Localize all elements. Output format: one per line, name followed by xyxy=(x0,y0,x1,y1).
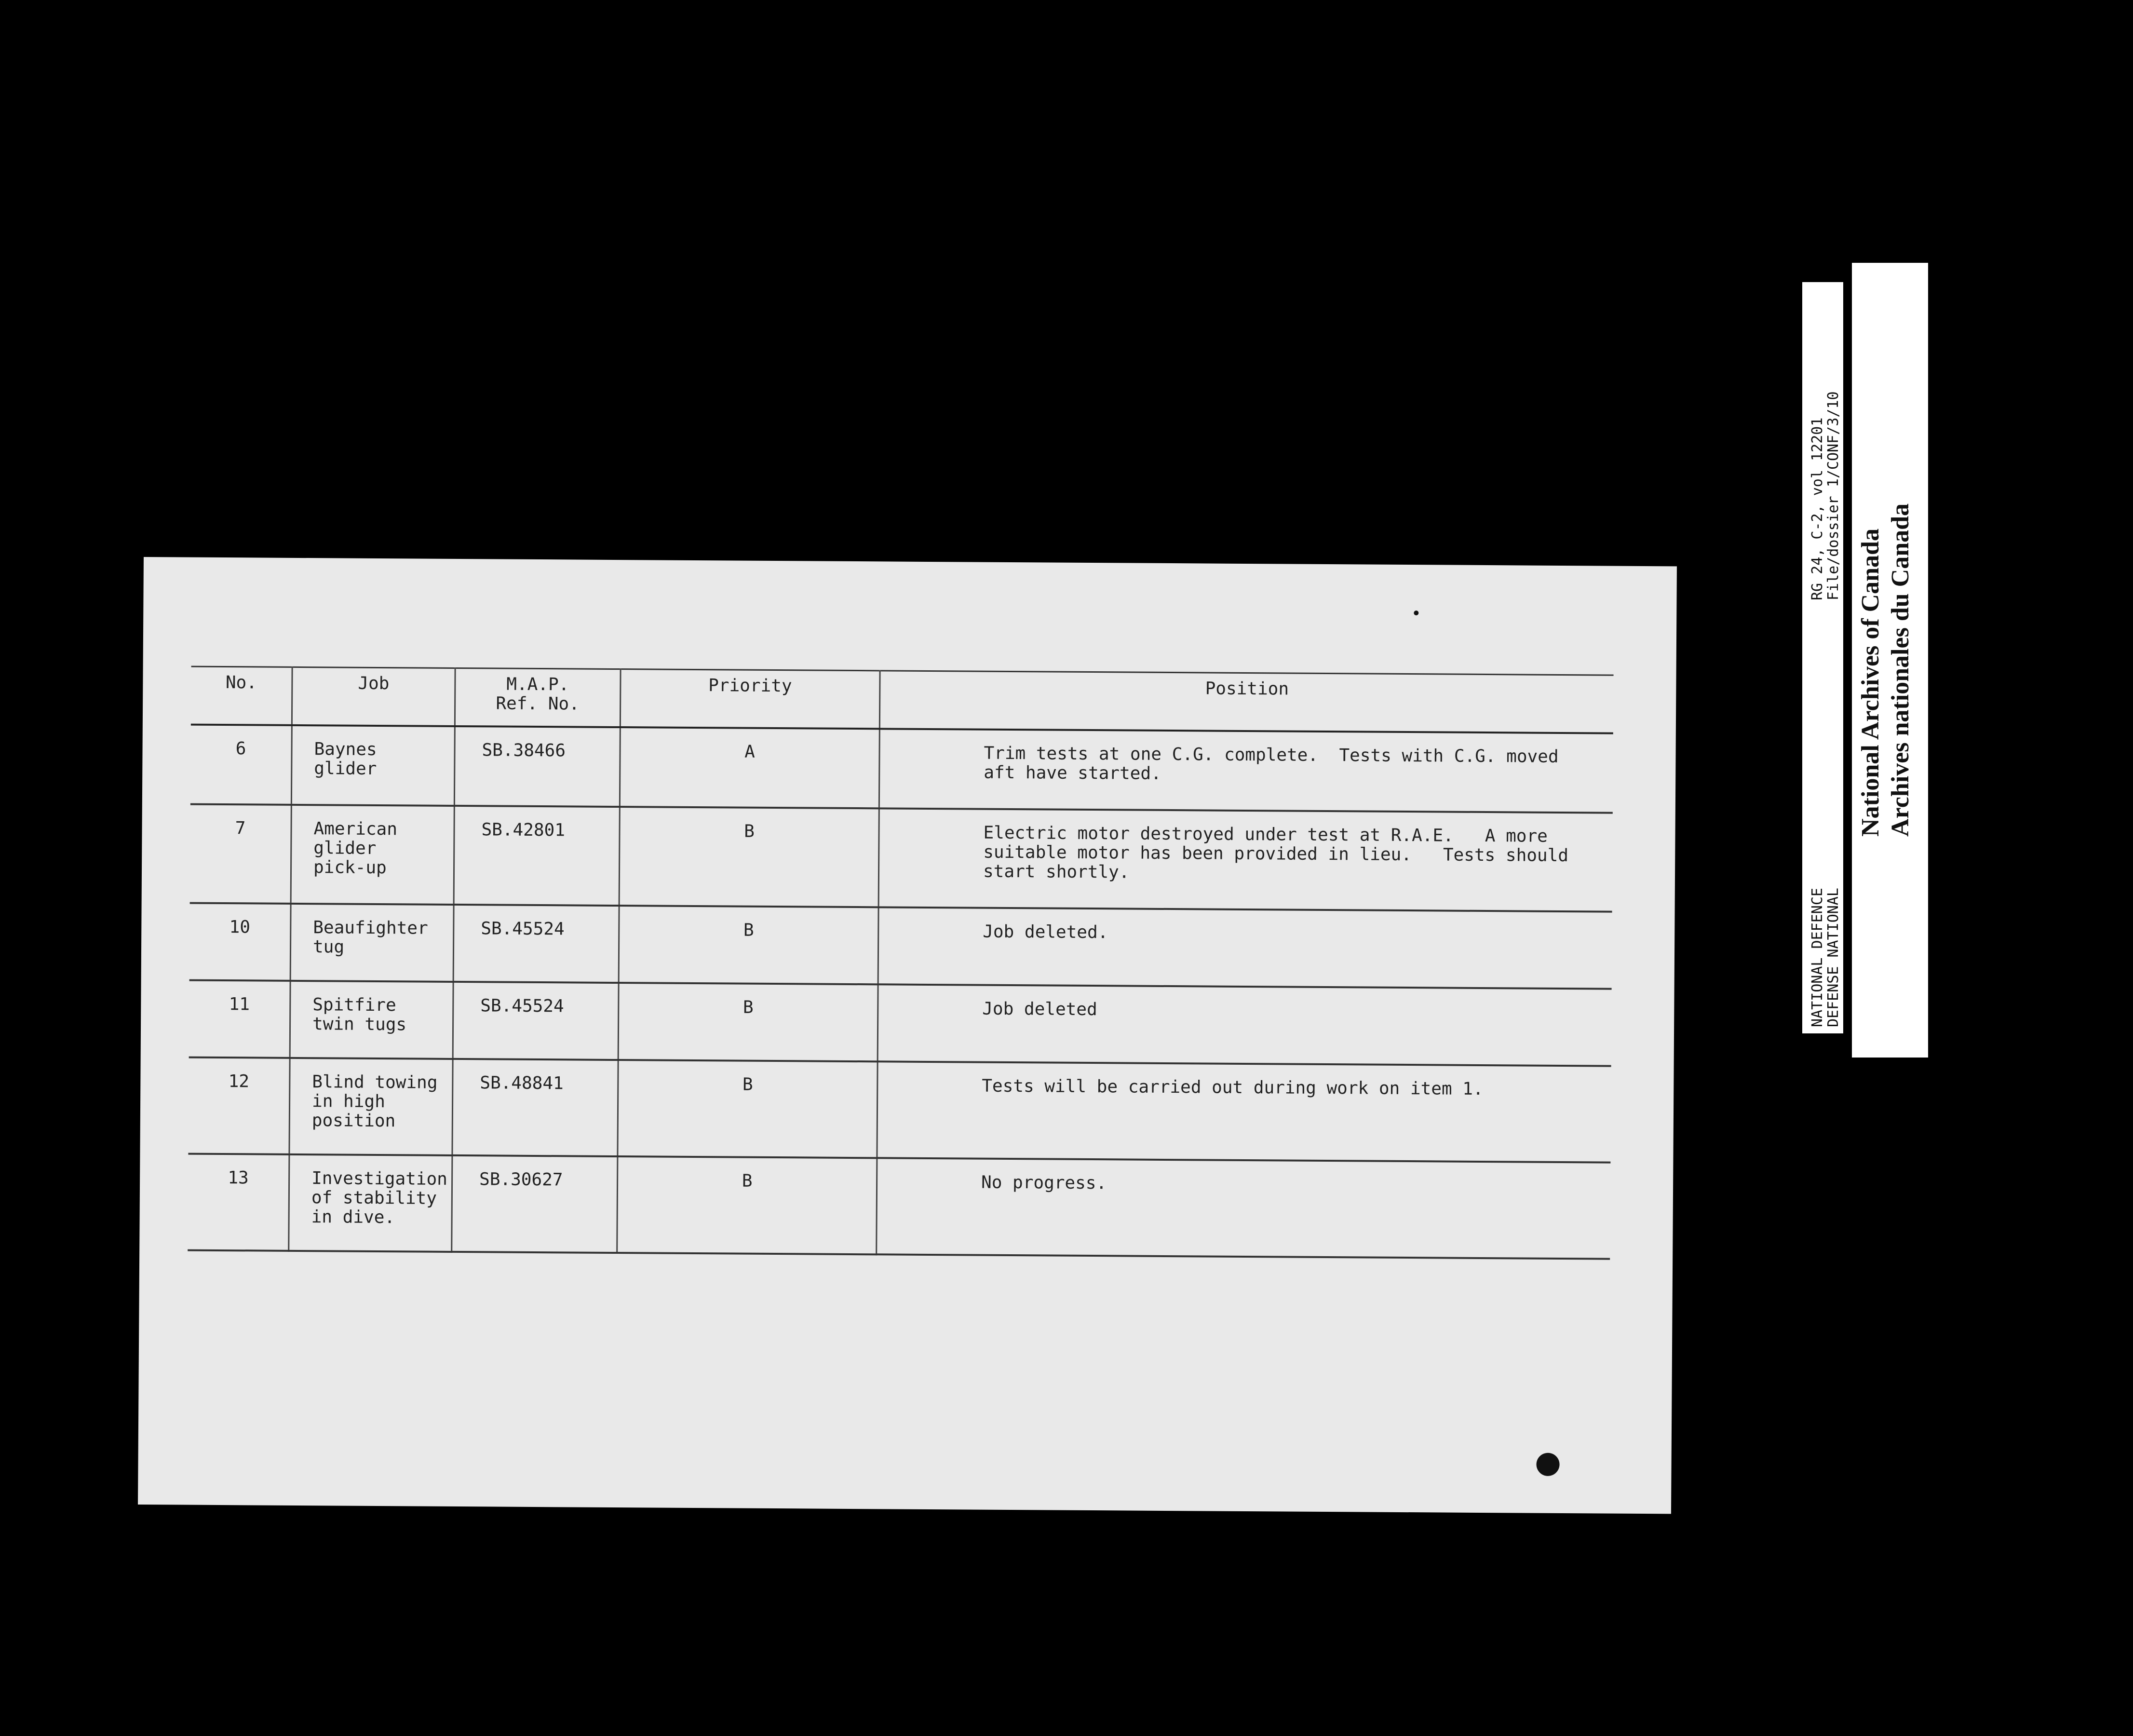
job-line: of stability xyxy=(311,1187,437,1208)
row-ref-no: SB.45524 xyxy=(453,981,619,1059)
row-ref-no: SB.38466 xyxy=(454,726,620,806)
table-header-row xyxy=(191,666,1614,733)
row-position xyxy=(878,984,1611,1066)
header-ref-line1: M.A.P. xyxy=(506,674,569,695)
table-row xyxy=(189,980,1612,1066)
job-line: twin tugs xyxy=(312,1014,407,1034)
position-line: start shortly. xyxy=(983,861,1130,882)
position-line: aft have started. xyxy=(984,762,1161,784)
row-no: 7 xyxy=(235,818,246,838)
position-line: suitable motor has been provided in lieu. Tests should xyxy=(983,842,1569,866)
position-line: Electric motor destroyed under test at R.A.E. A more xyxy=(983,823,1548,846)
header-no: No. xyxy=(225,673,257,693)
row-priority: B xyxy=(617,1156,877,1254)
row-no: 10 xyxy=(229,917,251,937)
archive-reference-line2: File/dossier 1/CONF/3/10 xyxy=(1825,391,1842,600)
row-position xyxy=(878,907,1612,989)
job-line: Baynes xyxy=(314,739,377,760)
row-priority: B xyxy=(618,1060,878,1158)
header-ref-line2: Ref. No. xyxy=(496,693,580,714)
job-line: Blind towing xyxy=(312,1071,438,1093)
row-priority: A xyxy=(620,727,879,808)
row-priority: B xyxy=(618,983,878,1061)
job-line: pick-up xyxy=(313,857,387,878)
job-line: glider xyxy=(313,838,377,858)
row-no: 12 xyxy=(228,1071,250,1091)
row-job xyxy=(291,804,454,904)
position-line: Tests will be carried out during work on item 1. xyxy=(982,1076,1484,1099)
table-row xyxy=(190,804,1613,911)
table-row xyxy=(190,724,1613,813)
header-position: Position xyxy=(879,671,1613,733)
row-priority: B xyxy=(619,906,878,984)
job-line: position xyxy=(311,1110,396,1131)
archive-reference-line1: RG 24, C-2, vol 12201 xyxy=(1809,417,1826,600)
department-line2: DEFENSE NATIONAL xyxy=(1825,888,1842,1027)
job-table xyxy=(188,666,1613,1260)
row-job xyxy=(290,903,454,981)
job-line: in high xyxy=(311,1091,385,1112)
job-line: Investigation xyxy=(311,1168,448,1189)
job-line: American xyxy=(313,818,398,839)
job-line: tug xyxy=(312,936,345,957)
table-row xyxy=(189,903,1612,989)
document-page xyxy=(138,557,1677,1514)
progress-table xyxy=(188,666,1613,1260)
department-line1: NATIONAL DEFENCE xyxy=(1809,888,1826,1027)
row-priority: B xyxy=(619,807,879,907)
header-priority: Priority xyxy=(620,669,880,729)
row-position xyxy=(879,729,1613,813)
row-ref-no: SB.48841 xyxy=(452,1058,618,1156)
archives-logo-strip xyxy=(1852,263,1928,1058)
position-line: Trim tests at one C.G. complete. Tests with C.G. moved xyxy=(984,743,1559,767)
row-job xyxy=(289,1154,452,1251)
position-line: Job deleted xyxy=(982,999,1097,1019)
row-no: 6 xyxy=(235,738,246,759)
row-job xyxy=(289,1058,453,1155)
position-line: Job deleted. xyxy=(983,922,1108,942)
ink-speck xyxy=(1414,610,1418,615)
table-row xyxy=(188,1057,1611,1162)
row-position xyxy=(878,808,1613,911)
table-row xyxy=(188,1153,1610,1259)
archives-name-fr: Archives nationales du Canada xyxy=(1887,503,1914,837)
ink-spot xyxy=(1536,1453,1559,1476)
archive-reference-strip xyxy=(1802,282,1843,1033)
row-ref-no: SB.45524 xyxy=(453,904,619,982)
header-ref xyxy=(455,668,621,727)
row-job xyxy=(290,980,453,1058)
header-job: Job xyxy=(292,667,455,726)
row-position xyxy=(877,1158,1611,1259)
job-line: in dive. xyxy=(311,1207,395,1227)
row-no: 13 xyxy=(228,1167,249,1188)
row-ref-no: SB.30627 xyxy=(452,1155,618,1252)
row-no: 11 xyxy=(229,994,250,1014)
row-ref-no: SB.42801 xyxy=(454,805,620,905)
job-line: Beaufighter xyxy=(313,917,428,938)
job-line: Spitfire xyxy=(312,994,396,1015)
row-job xyxy=(291,725,455,805)
archives-name-en: National Archives of Canada xyxy=(1857,529,1884,837)
job-line: glider xyxy=(314,758,377,779)
row-position xyxy=(877,1061,1611,1162)
position-line: No progress. xyxy=(981,1172,1107,1193)
